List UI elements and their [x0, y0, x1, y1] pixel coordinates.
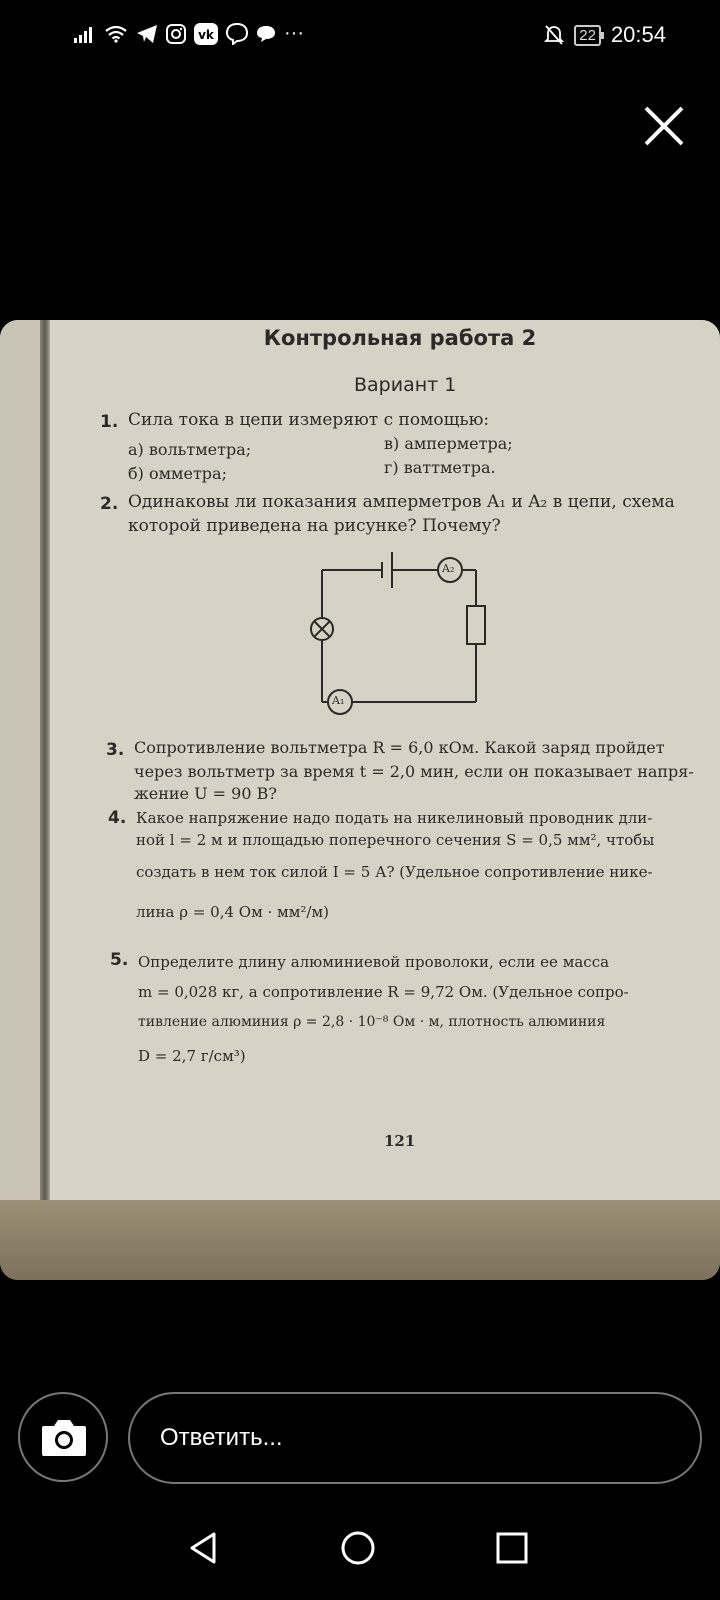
- vk-icon: [194, 23, 218, 45]
- question-1-option-g: г) ваттметра.: [384, 458, 496, 477]
- status-icons-left: [74, 22, 304, 45]
- question-5-line-4: D = 2,7 г/см³): [138, 1047, 246, 1065]
- more-notifications: ···: [284, 22, 304, 44]
- chat-icon: [256, 25, 276, 43]
- signal-icon: [74, 25, 96, 43]
- ammeter-a1-label: A₁: [332, 694, 345, 707]
- viber-icon: [226, 23, 248, 45]
- camera-button[interactable]: [18, 1392, 108, 1482]
- question-4-number: 4.: [108, 808, 127, 828]
- question-2-line-1: Одинаковы ли показания амперметров A₁ и A₂ в цепи, схема: [128, 492, 675, 512]
- question-1-option-b: б) омметра;: [128, 464, 227, 483]
- question-5-line-3: тивление алюминия ρ = 2,8 · 10⁻⁸ Ом · м, плотность алюминия: [138, 1014, 606, 1030]
- desk-surface: [0, 1200, 720, 1280]
- instagram-icon: [166, 24, 186, 44]
- wifi-icon: [104, 25, 128, 43]
- battery-indicator: 22: [574, 25, 601, 46]
- question-1-option-a: а) вольтметра;: [128, 440, 252, 459]
- mute-bell-icon: [544, 24, 564, 46]
- svg-text:vk: vk: [198, 27, 214, 42]
- home-icon[interactable]: [340, 1530, 376, 1566]
- question-2-line-2: которой приведена на рисунке? Почему?: [128, 516, 501, 536]
- status-icons-right: [544, 22, 666, 48]
- question-2-number: 2.: [100, 494, 119, 514]
- question-3-line-3: жение U = 90 В?: [134, 784, 277, 803]
- question-4-line-2: ной l = 2 м и площадью поперечного сечения S = 0,5 мм², чтобы: [136, 831, 655, 849]
- recent-apps-icon[interactable]: [494, 1530, 530, 1566]
- page-number: 121: [384, 1132, 416, 1150]
- attached-photo[interactable]: [0, 320, 720, 1280]
- variant-label: Вариант 1: [354, 374, 457, 396]
- question-1-number: 1.: [100, 412, 119, 432]
- close-icon[interactable]: [640, 102, 688, 150]
- camera-icon: [40, 1416, 88, 1458]
- reply-input[interactable]: Ответить...: [128, 1392, 702, 1484]
- question-4-line-3: создать в нем ток силой I = 5 А? (Удельное сопротивление нике-: [136, 863, 653, 881]
- worksheet: [0, 320, 720, 1200]
- question-5-number: 5.: [110, 950, 129, 970]
- question-5-line-1: Определите длину алюминиевой проволоки, если ее масса: [138, 953, 610, 971]
- question-4-line-4: лина ρ = 0,4 Ом · мм²/м): [136, 903, 329, 921]
- clock: 20:54: [610, 22, 666, 47]
- telegram-icon: [136, 24, 158, 44]
- ammeter-a2-label: A₂: [442, 562, 455, 575]
- question-3-number: 3.: [106, 740, 125, 760]
- navigation-bar: [0, 1520, 720, 1600]
- question-3-line-2: через вольтметр за время t = 2,0 мин, если он показывает напря-: [134, 762, 694, 781]
- question-5-line-2: m = 0,028 кг, а сопротивление R = 9,72 Ом. (Удельное сопро-: [138, 983, 629, 1001]
- question-1-option-v: в) амперметра;: [384, 434, 513, 453]
- worksheet-title: Контрольная работа 2: [263, 326, 537, 350]
- status-bar: [0, 0, 720, 72]
- back-icon[interactable]: [186, 1530, 222, 1566]
- question-1-text: Сила тока в цепи измеряют с помощью:: [128, 410, 490, 430]
- question-4-line-1: Какое напряжение надо подать на никелиновый проводник дли-: [136, 809, 653, 827]
- circuit-diagram: [300, 548, 500, 728]
- question-3-line-1: Сопротивление вольтметра R = 6,0 кОм. Какой заряд пройдет: [134, 738, 665, 757]
